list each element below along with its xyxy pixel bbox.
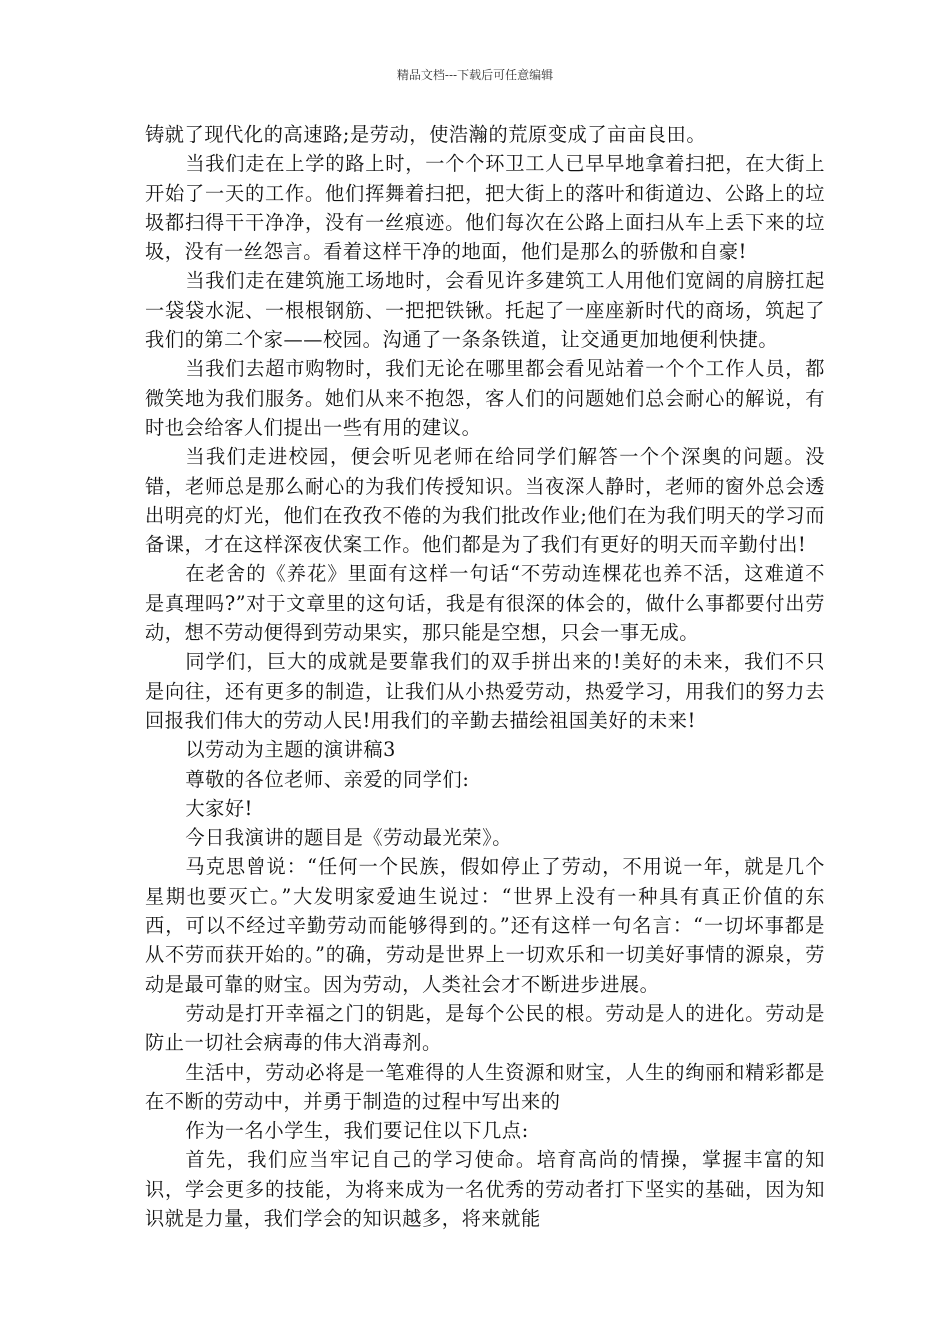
paragraph: 在老舍的《养花》里面有这样一句话“不劳动连棵花也养不活，这难道不是真理吗?”对于文章里的这句话，我是有很深的体会的，做什么事都要付出劳动，想不劳动便得到劳动果实，那只能是空想，只会一事无成。 (145, 562, 825, 645)
paragraph: 当我们走在上学的路上时，一个个环卫工人已早早地拿着扫把，在大街上开始了一天的工作。他们挥舞着扫把，把大街上的落叶和街道边、公路上的垃圾都扫得干干净净，没有一丝痕迹。他们每次在公路上面扫从车上丢下来的垃圾，没有一丝怨言。看着这样干净的地面，他们是那么的骄傲和自豪! (145, 152, 825, 264)
paragraph: 铸就了现代化的高速路;是劳动，使浩瀚的荒原变成了亩亩良田。 (145, 123, 707, 146)
paragraph: 当我们走进校园，便会听见老师在给同学们解答一个个深奥的问题。没错，老师总是那么耐心的为我们传授知识。当夜深人静时，老师的窗外总会透出明亮的灯光，他们在孜孜不倦的为我们批改作业;他们在为我们明天的学习而备课，才在这样深夜伏案工作。他们都是为了我们有更好的明天而辛勤付出! (145, 445, 825, 557)
page-header: 精品文档---下载后可任意编辑 (396, 68, 554, 82)
section-heading: 以劳动为主题的演讲稿3 (185, 738, 396, 762)
paragraph: 劳动是打开幸福之门的钥匙，是每个公民的根。劳动是人的进化。劳动是防止一切社会病毒的伟大消毒剂。 (145, 1001, 825, 1055)
paragraph: 当我们去超市购物时，我们无论在哪里都会看见站着一个个工作人员，都微笑地为我们服务。她们从来不抱怨，客人们的问题她们总会耐心的解说，有时也会给客人们提出一些有用的建议。 (145, 357, 825, 439)
paragraph: 同学们，巨大的成就是要靠我们的双手拼出来的!美好的未来，我们不只是向往，还有更多的制造，让我们从小热爱劳动，热爱学习，用我们的努力去回报我们伟大的劳动人民!用我们的辛勤去描绘祖国美好的未来! (145, 650, 825, 732)
paragraph: 当我们走在建筑施工场地时，会看见许多建筑工人用他们宽阔的肩膀扛起一袋袋水泥、一根根钢筋、一把把铁锹。托起了一座座新时代的商场，筑起了我们的第二个家——校园。沟通了一条条铁道，让交通更加地便利快捷。 (145, 269, 825, 352)
paragraph: 生活中，劳动必将是一笔难得的人生资源和财宝，人生的绚丽和精彩都是在不断的劳动中，并勇于制造的过程中写出来的 (145, 1060, 825, 1113)
paragraph: 首先，我们应当牢记自己的学习使命。培育高尚的情操，掌握丰富的知识，学会更多的技能，为将来成为一名优秀的劳动者打下坚实的基础，因为知识就是力量，我们学会的知识越多，将来就能 (145, 1148, 825, 1230)
paragraph: 作为一名小学生，我们要记住以下几点: (185, 1119, 529, 1143)
greeting: 大家好! (185, 796, 253, 820)
paragraph: 马克思曾说：“任何一个民族，假如停止了劳动，不用说一年，就是几个星期也要灭亡。”大发明家爱迪生说过：“世界上没有一种具有真正价值的东西，可以不经过辛勤劳动而能够得到的。”还有这样一句名言：“一切坏事都是从不劳而获开始的。”的确，劳动是世界上一切欢乐和一切美好事情的源泉，劳动是最可靠的财宝。因为劳动，人类社会才不断进步进展。 (145, 855, 825, 996)
document-body (145, 120, 825, 1233)
paragraph: 今日我演讲的题目是《劳动最光荣》。 (185, 826, 513, 850)
salutation: 尊敬的各位老师、亲爱的同学们: (185, 767, 470, 791)
